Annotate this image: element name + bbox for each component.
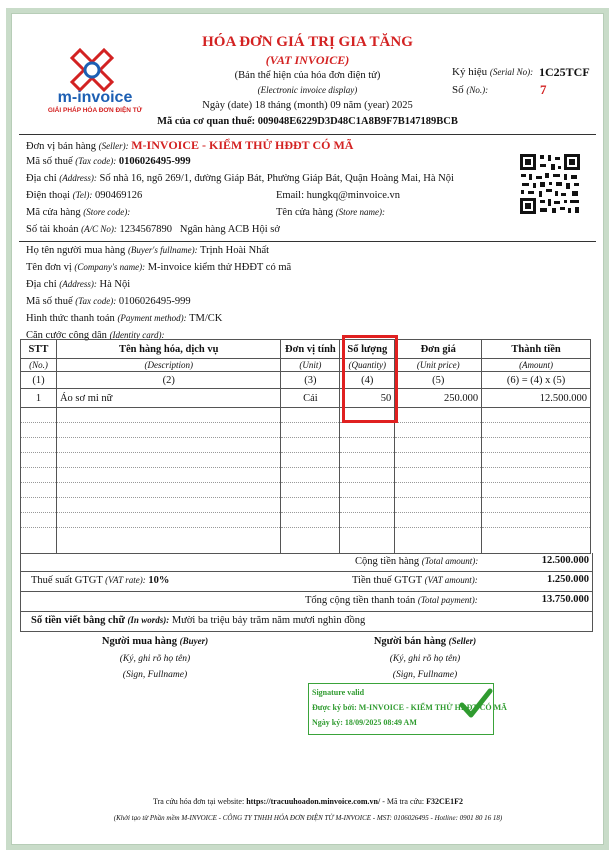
serial-label-group	[452, 66, 533, 78]
seller-account: 1234567890	[119, 224, 172, 235]
seller-sign-title: Người bán hàng (Seller)	[373, 636, 477, 647]
col-header-quantity: Số lượng	[340, 340, 395, 359]
seller-phone-row: Điện thoại (Tel): 090469126	[26, 190, 143, 201]
buyer-name-row: Họ tên người mua hàng (Buyer's fullname): Trịnh Hoài Nhất	[26, 245, 270, 256]
footer-lookup: Tra cứu hóa đơn tại website: https://tracuuhoadon.minvoice.com.vn/ - Mã tra cứu: F32CE1F2	[153, 797, 463, 806]
buyer-sign-note-vi: (Ký, ghi rõ họ tên)	[119, 654, 191, 664]
footer-credit: (Khởi tạo từ Phần mềm M-INVOICE - CÔNG TY TNHH HÓA ĐƠN ĐIỆN TỬ M-INVOICE - MST: 0106026495 - Hotline: 0901 80 16 18)	[113, 814, 503, 822]
seller-tax-row: Mã số thuế (Tax code): 0106026495-999	[26, 156, 191, 167]
buyer-company: M-invoice kiểm thử HĐĐT có mã	[147, 262, 292, 273]
seller-bank: Ngân hàng ACB Hội sở	[179, 224, 280, 235]
buyer-fullname: Trịnh Hoài Nhất	[200, 245, 270, 256]
seller-email-row: Email: hungkq@minvoice.vn	[276, 190, 400, 201]
tax-authority-code: 009048E6229D3D48C1A8B9F7B147189BCB	[257, 116, 458, 127]
table-row: 1 Áo sơ mi nữ Cái 50 250.000 12.500.000	[21, 389, 591, 408]
invoice-date: Ngày (date) 18 tháng (month) 09 năm (year) 2025	[202, 100, 413, 111]
tax-authority-code-line	[12, 116, 603, 127]
buyer-payment-row: Hình thức thanh toán (Payment method): TM/CK	[26, 313, 223, 324]
buyer-id-row: Căn cước công dân (Identity card):	[26, 330, 165, 341]
seller-name: M-INVOICE - KIỂM THỬ HĐĐT CÓ MÃ	[131, 138, 354, 152]
signature-valid-text: Signature valid	[312, 688, 365, 697]
buyer-tax-code: 0106026495-999	[118, 296, 191, 307]
seller-address-row: Địa chỉ (Address): Số nhà 16, ngõ 269/1, đường Giáp Bát, Phường Giáp Bát, Quận Hoàng Mai, Hà Nội	[26, 173, 454, 184]
digital-signature-box	[308, 683, 507, 735]
buyer-sign-note-en: (Sign, Fullname)	[122, 670, 188, 680]
number-label-group	[452, 84, 488, 96]
amount-in-words-row: Số tiền viết bằng chữ (In words): Mười ba triệu bảy trăm năm mươi nghìn đồng	[20, 611, 593, 632]
col-header-no: STT	[21, 340, 57, 359]
seller-name-row: Đơn vị bán hàng (Seller): M-INVOICE - KIỂM THỬ HĐĐT CÓ MÃ	[26, 138, 354, 152]
number-value: 7	[540, 82, 547, 97]
total-payment-row: Tổng cộng tiền thanh toán (Total payment): 13.750.000	[20, 591, 593, 612]
vat-row: Thuế suất GTGT (VAT rate): 10% Tiền thuế GTGT (VAT amount): 1.250.000	[20, 571, 593, 592]
number-label: Số	[452, 84, 464, 96]
amount-in-words: Mười ba triệu bảy trăm năm mươi nghìn đồng	[171, 615, 366, 626]
buyer-company-row: Tên đơn vị (Company's name): M-invoice kiểm thử HĐĐT có mã	[26, 262, 292, 273]
col-header-unit: Đơn vị tính	[281, 340, 340, 359]
column-number-row: (1) (2) (3) (4) (5) (6) = (4) x (5)	[21, 372, 591, 389]
seller-sign-note-vi: (Ký, ghi rõ họ tên)	[389, 654, 461, 664]
logo-text: m-invoice	[57, 89, 133, 106]
buyer-payment: TM/CK	[189, 313, 223, 324]
quantity-highlight-box	[342, 335, 398, 423]
lookup-url: https://tracuuhoadon.minvoice.com.vn/	[246, 797, 381, 806]
buyer-address-row: Địa chỉ (Address): Hà Nội	[26, 279, 131, 290]
col-header-unit-price: Đơn giá	[395, 340, 482, 359]
checkmark-icon	[459, 688, 493, 720]
store-name-row: Tên cửa hàng (Store name):	[276, 207, 386, 218]
seller-tax-code: 0106026495-999	[118, 156, 191, 167]
serial-value: 1C25TCF	[539, 65, 590, 79]
signature-date: Ngày ký: 18/09/2025 08:49 AM	[312, 718, 417, 727]
tax-authority-code-label: Mã của cơ quan thuế:	[157, 116, 256, 127]
store-code-row: Mã cửa hàng (Store code):	[26, 207, 131, 218]
serial-label-en: (Serial No):	[489, 67, 534, 77]
number-label-en: (No.):	[466, 85, 489, 95]
invoice-subtitle: (VAT INVOICE)	[265, 53, 350, 67]
signature-signer: Được ký bởi: M-INVOICE - KIỂM THỬ HĐĐT CÓ MÃ	[312, 703, 507, 712]
divider	[19, 134, 596, 135]
display-note-vi: (Bản thể hiện của hóa đơn điện tử)	[234, 70, 381, 81]
total-amount-row: Cộng tiền hàng (Total amount): 12.500.000	[20, 553, 593, 572]
buyer-tax-row: Mã số thuế (Tax code): 0106026495-999	[26, 296, 191, 307]
seller-address: Số nhà 16, ngõ 269/1, đường Giáp Bát, Phường Giáp Bát, Quận Hoàng Mai, Hà Nội	[99, 173, 454, 184]
seller-email: hungkq@minvoice.vn	[306, 190, 400, 201]
seller-account-row: Số tài khoản (A/C No): 1234567890 Ngân hàng ACB Hội sở	[26, 224, 280, 235]
col-header-amount: Thành tiền	[482, 340, 591, 359]
display-note-en: (Electronic invoice display)	[257, 85, 358, 95]
total-payment: 13.750.000	[541, 594, 589, 605]
logo-tagline: GIẢI PHÁP HÓA ĐƠN ĐIỆN TỬ	[47, 107, 143, 114]
lookup-code: F32CE1F2	[426, 797, 463, 806]
vat-amount: 1.250.000	[547, 574, 589, 585]
qr-code-icon	[518, 152, 582, 216]
serial-label: Ký hiệu	[452, 66, 488, 78]
vat-rate: 10%	[148, 575, 170, 586]
items-table: STT Tên hàng hóa, dịch vụ Đơn vị tính Số lượng Đơn giá Thành tiền (No.) (Description) (Unit) (Quantity) (Unit price) (Amount) (1) (2) (3) (4) (5) (6) = (4) x (5) 1 Áo sơ mi nữ Cái 50 250.000 12.500.000	[20, 339, 591, 554]
divider	[19, 241, 596, 242]
invoice-title: HÓA ĐƠN GIÁ TRỊ GIA TĂNG	[202, 34, 413, 50]
total-amount: 12.500.000	[541, 555, 589, 566]
seller-phone: 090469126	[94, 190, 143, 201]
buyer-sign-title: Người mua hàng (Buyer)	[101, 636, 209, 647]
buyer-address: Hà Nội	[99, 279, 131, 290]
col-header-description: Tên hàng hóa, dịch vụ	[56, 340, 280, 359]
seller-sign-note-en: (Sign, Fullname)	[392, 670, 458, 680]
